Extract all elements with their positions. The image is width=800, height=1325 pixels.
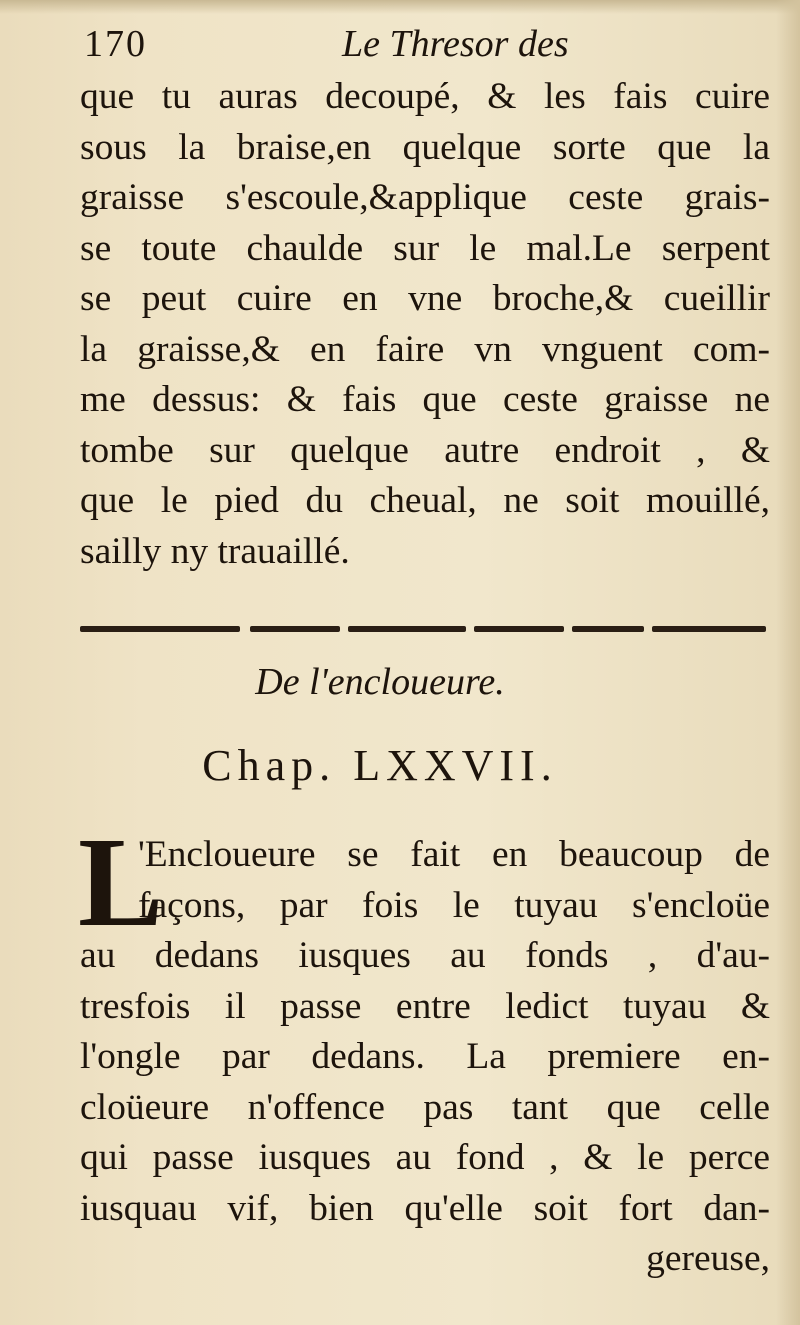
running-head (80, 18, 720, 74)
text-line: qui passe iusques au fond , & le perce (80, 1137, 770, 1178)
text-line: la graisse,& en faire vn vnguent com- (80, 328, 770, 370)
text-line: que le pied du cheual, ne soit mouillé, (80, 480, 770, 521)
text-line: se toute chaulde sur le mal.Le serpent (80, 227, 770, 269)
drop-cap: L (78, 811, 164, 953)
text-line: au dedans iusques au fonds , d'au- (80, 935, 770, 976)
text-line: façons, par fois le tuyau s'encloüe (138, 884, 770, 926)
chapter-number: LXXVII. (353, 741, 558, 790)
rule-segment (572, 626, 644, 632)
text-line: me dessus: & fais que ceste graisse ne (80, 379, 770, 420)
chapter-heading (0, 740, 760, 791)
page-top-edge (0, 0, 800, 14)
rule-segment (80, 626, 240, 632)
chapter-prefix: Chap. (202, 741, 337, 790)
text-line: sailly ny trauaillé. (80, 530, 350, 572)
paragraph-1 (80, 72, 770, 577)
paragraph-2 (80, 830, 770, 1285)
text-line: que tu auras decoupé, & les fais cuire (80, 76, 770, 117)
ornamental-rule (80, 622, 766, 636)
page-right-edge (776, 0, 800, 1325)
rule-segment (250, 626, 340, 632)
rule-segment (474, 626, 564, 632)
text-line: sous la braise,en quelque sorte que la (80, 126, 770, 168)
text-line: iusquau vif, bien qu'elle soit fort dan- (80, 1187, 770, 1229)
running-title: Le Thresor des (342, 23, 569, 65)
text-line: tresfois il passe entre ledict tuyau & (80, 985, 770, 1027)
page-number: 170 (84, 23, 147, 65)
text-line: l'ongle par dedans. La premiere en- (80, 1036, 770, 1077)
text-line: cloüeure n'offence pas tant que celle (80, 1086, 770, 1128)
rule-segment (652, 626, 766, 632)
chapter-title: De l'encloueure. (255, 661, 505, 703)
text-line: graisse s'escoule,&applique ceste grais- (80, 177, 770, 218)
rule-segment (348, 626, 466, 632)
catchword: gereuse, (646, 1238, 770, 1279)
text-line: 'Encloueure se fait en beaucoup de (138, 834, 770, 875)
text-line: se peut cuire en vne broche,& cueillir (80, 278, 770, 319)
text-line: tombe sur quelque autre endroit , & (80, 429, 770, 471)
